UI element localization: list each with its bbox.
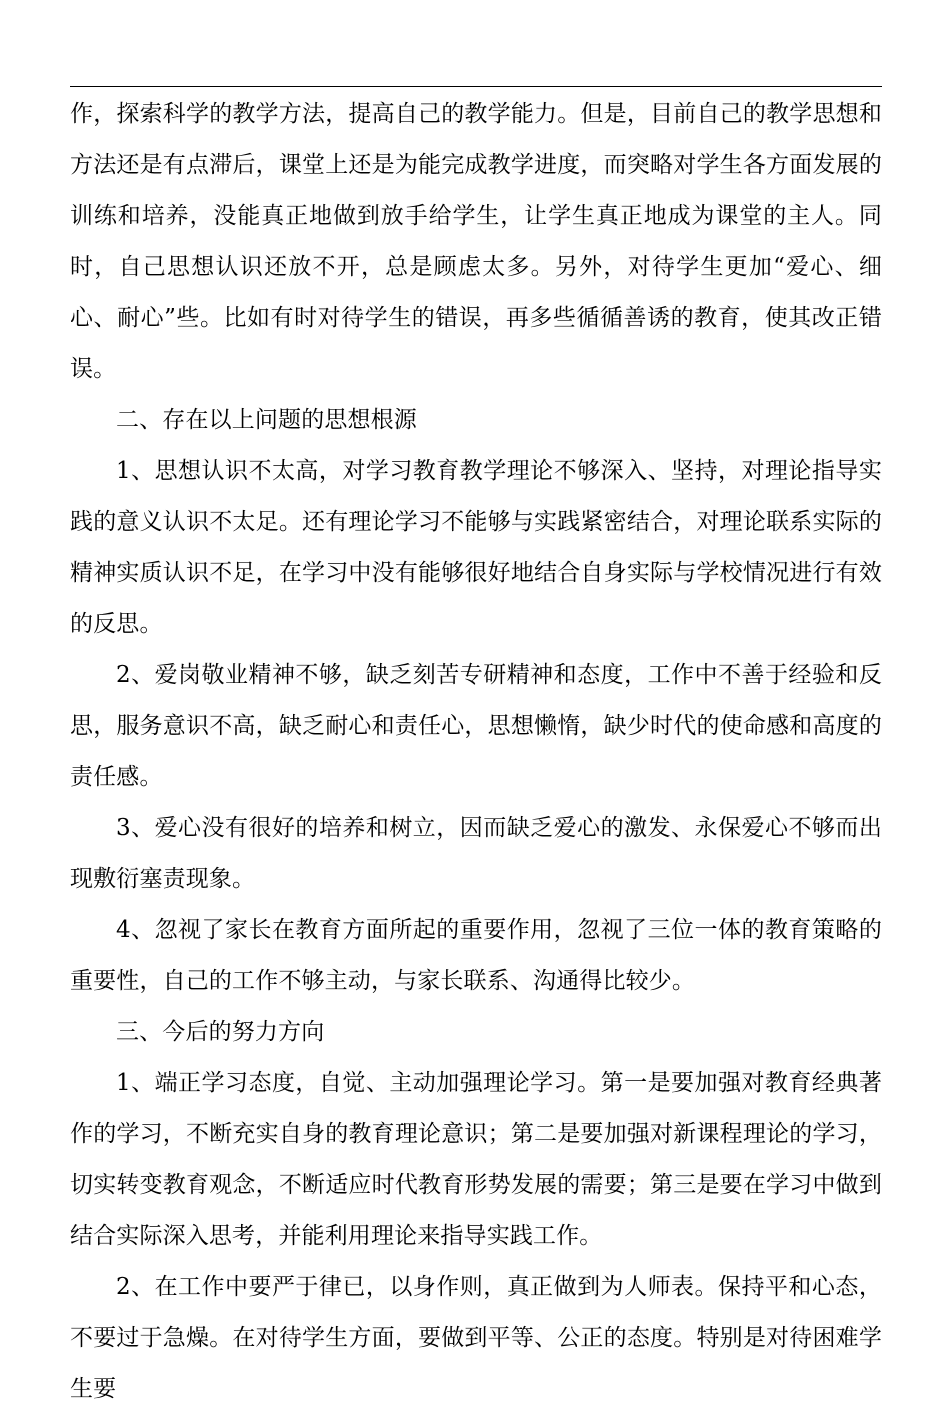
paragraph-cause-1: 1、思想认识不太高，对学习教育教学理论不够深入、坚持，对理论指导实践的意义认识不太足。还有理论学习不能够与实践紧密结合，对理论联系实际的精神实质认识不足，在学习中没有能够很好地结合自身实际与学校情况进行有效的反思。 <box>70 458 882 637</box>
paragraph-cause-4: 4、忽视了家长在教育方面所起的重要作用，忽视了三位一体的教育策略的重要性，自己的工作不够主动，与家长联系、沟通得比较少。 <box>70 917 882 994</box>
header-rule <box>70 86 882 87</box>
paragraph-direction-2: 2、在工作中要严于律已，以身作则，真正做到为人师表。保持平和心态，不要过于急燥。在对待学生方面，要做到平等、公正的态度。特别是对待困难学生要 <box>70 1274 882 1402</box>
document-body <box>70 89 882 1415</box>
paragraph-direction-1: 1、端正学习态度，自觉、主动加强理论学习。第一是要加强对教育经典著作的学习，不断充实自身的教育理论意识；第二是要加强对新课程理论的学习，切实转变教育观念，不断适应时代教育形势发展的需要；第三是要在学习中做到结合实际深入思考，并能利用理论来指导实践工作。 <box>70 1070 882 1249</box>
paragraph-cause-2: 2、爱岗敬业精神不够，缺乏刻苦专研精神和态度，工作中不善于经验和反思，服务意识不高，缺乏耐心和责任心，思想懒惰，缺少时代的使命感和高度的责任感。 <box>70 662 882 790</box>
section-heading-causes: 二、存在以上问题的思想根源 <box>116 407 417 433</box>
paragraph-continuation: 作，探索科学的教学方法，提高自己的教学能力。但是，目前自己的教学思想和方法还是有点滞后，课堂上还是为能完成教学进度，而突略对学生各方面发展的训练和培养，没能真正地做到放手给学生，让学生真正地成为课堂的主人。同时，自己思想认识还放不开，总是顾虑太多。另外，对待学生更加“爱心、细心、耐心”些。比如有时对待学生的错误，再多些循循善诱的教育，使其改正错误。 <box>70 101 882 382</box>
paragraph-cause-3: 3、爱心没有很好的培养和树立，因而缺乏爱心的激发、永保爱心不够而出现敷衍塞责现象。 <box>70 815 882 892</box>
section-heading-directions: 三、今后的努力方向 <box>116 1019 325 1045</box>
